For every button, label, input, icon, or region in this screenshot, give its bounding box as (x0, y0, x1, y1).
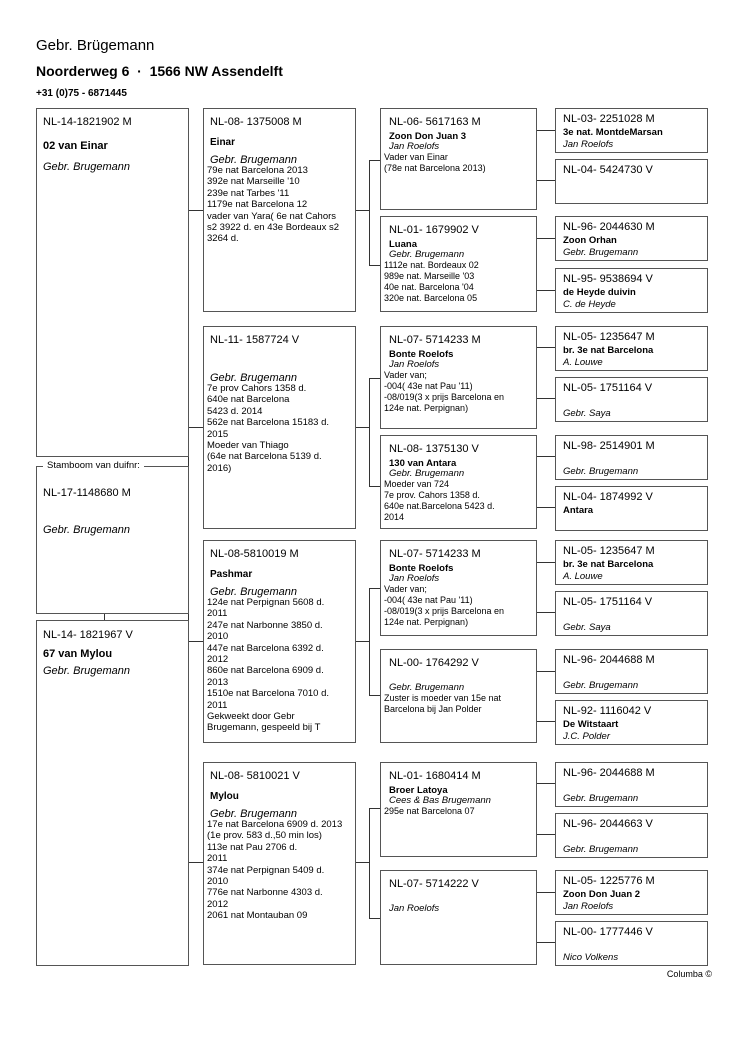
ring-number: NL-01- 1680414 M (389, 770, 481, 782)
breeder-name: Jan Roelofs (389, 141, 440, 152)
breeder-name: C. de Heyde (563, 299, 616, 310)
gen4-card (555, 216, 708, 261)
pigeon-name: Pashmar (210, 569, 253, 580)
ring-number: NL-08-5810019 M (210, 548, 299, 560)
ring-number: NL-05- 1235647 M (563, 331, 655, 343)
great-grandparent-card (380, 540, 537, 636)
results-notes: 295e nat Barcelona 07 (384, 806, 475, 816)
breeder-name: A. Louwe (563, 571, 603, 582)
ring-number: NL-11- 1587724 V (210, 334, 300, 346)
ring-number: NL-05- 1235647 M (563, 545, 655, 557)
breeder-name: A. Louwe (563, 357, 603, 368)
great-grandparent-card (380, 649, 537, 743)
pigeon-name: 3e nat. MontdeMarsan (563, 127, 663, 138)
ring-number: NL-01- 1679902 V (389, 224, 479, 236)
breeder-name: Gebr. Brugemann (210, 586, 298, 598)
breeder-name: Gebr. Brugemann (563, 793, 639, 804)
pigeon-name: de Heyde duivin (563, 287, 636, 298)
father-card (36, 108, 189, 457)
breeder-name: Jan Roelofs (563, 139, 614, 150)
breeder-name: Jan Roelofs (389, 359, 440, 370)
pigeon-name: 67 van Mylou (43, 648, 113, 660)
gen4-card (555, 649, 708, 694)
breeder-name: Nico Volkens (563, 952, 619, 963)
grandparent-card (203, 540, 356, 743)
results-notes: Zuster is moeder van 15e nat Barcelona bij Jan Polder (384, 693, 502, 714)
results-notes: Vader van; -004( 43e nat Pau '11) -08/019(3 x prijs Barcelona en 124e nat. Perpignan) (384, 370, 505, 413)
ring-number: NL-96- 2044630 M (563, 221, 655, 233)
ring-number: NL-05- 1751164 V (563, 382, 653, 394)
pigeon-name: Zoon Don Juan 2 (563, 889, 641, 900)
pigeon-name: Mylou (210, 791, 239, 802)
pigeon-name: 02 van Einar (43, 140, 108, 152)
ring-number: NL-95- 9538694 V (563, 273, 653, 285)
breeder-name: Cees & Bas Brugemann (389, 795, 491, 806)
ring-number: NL-03- 2251028 M (563, 113, 655, 125)
breeder-name: Gebr. Saya (563, 408, 611, 419)
ring-number: NL-00- 1764292 V (389, 657, 479, 669)
gen4-card (555, 540, 708, 585)
ring-number: NL-96- 2044688 M (563, 654, 655, 666)
owner-phone: +31 (0)75 - 6871445 (36, 88, 127, 99)
gen4-card (555, 326, 708, 371)
ring-number: NL-08- 1375008 M (210, 116, 302, 128)
owner-address: Noorderweg 6 · 1566 NW Assendelft (36, 63, 283, 79)
pigeon-name: Zoon Orhan (563, 235, 617, 246)
breeder-name: Gebr. Brugemann (563, 466, 639, 477)
ring-number: NL-04- 5424730 V (563, 164, 653, 176)
grandparent-card (203, 108, 356, 312)
ring-number: NL-14- 1821967 V (43, 629, 133, 641)
owner-name: Gebr. Brügemann (36, 37, 155, 54)
ring-number: NL-14-1821902 M (43, 116, 132, 128)
breeder-name: Jan Roelofs (389, 573, 440, 584)
results-notes: 124e nat Perpignan 5608 d. 2011 247e nat Narbonne 3850 d. 2010 447e nat Barcelona 6392 d. 2012 860e nat Barcelona 6909 d. 2013 1510e nat Barcelona 7010 d. 2011 Gekweekt door Gebr Brugemann, gespeeld bij T (207, 597, 330, 734)
breeder-name: Gebr. Brugemann (389, 468, 465, 479)
pigeon-name: Luana (389, 239, 417, 250)
results-notes: Vader van; -004( 43e nat Pau '11) -08/019(3 x prijs Barcelona en 124e nat. Perpignan) (384, 584, 505, 627)
pigeon-name: Broer Latoya (389, 785, 448, 796)
ring-number: NL-04- 1874992 V (563, 491, 653, 503)
pigeon-name: Antara (563, 505, 594, 516)
grandparent-card (203, 326, 356, 529)
great-grandparent-card (380, 108, 537, 210)
mother-card (36, 620, 189, 966)
results-notes: 7e prov Cahors 1358 d. 640e nat Barcelona 5423 d. 2014 562e nat Barcelona 15183 d. 2015 Moeder van Thiago (64e nat Barcelona 5139 d. 2016) (207, 383, 330, 474)
pigeon-name: br. 3e nat Barcelona (563, 345, 654, 356)
ring-number: NL-96- 2044663 V (563, 818, 653, 830)
ring-number: NL-05- 1225776 M (563, 875, 655, 887)
breeder-name: Gebr. Brugemann (210, 154, 298, 166)
breeder-name: Gebr. Brugemann (563, 680, 639, 691)
pigeon-name: Bonte Roelofs (389, 349, 454, 360)
ring-number: NL-07- 5714222 V (389, 878, 479, 890)
pigeon-name: Einar (210, 137, 236, 148)
ring-number: NL-98- 2514901 M (563, 440, 655, 452)
great-grandparent-card (380, 870, 537, 965)
ring-number: NL-00- 1777446 V (563, 926, 653, 938)
breeder-name: Gebr. Brugemann (389, 682, 465, 693)
results-notes: 79e nat Barcelona 2013 392e nat Marseille '10 239e nat Tarbes '11 1179e nat Barcelona 12 vader van Yara( 6e nat Cahors s2 3922 d. en 43e Bordeaux s2 3264 d. (207, 165, 340, 245)
gen4-card (555, 591, 708, 636)
breeder-name: Gebr. Brugemann (389, 249, 465, 260)
gen4-card (555, 486, 708, 531)
grandparent-card (203, 762, 356, 965)
breeder-name: J.C. Polder (563, 731, 610, 742)
gen4-card (555, 159, 708, 204)
gen4-card (555, 870, 708, 915)
breeder-name: Gebr. Brugemann (43, 161, 131, 173)
ring-number: NL-07- 5714233 M (389, 334, 481, 346)
results-notes: Moeder van 724 7e prov. Cahors 1358 d. 640e nat.Barcelona 5423 d. 2014 (384, 479, 495, 522)
results-notes: 17e nat Barcelona 6909 d. 2013 (1e prov. 583 d.,50 min los) 113e nat Pau 2706 d. 2011 374e nat Perpignan 5409 d. 2010 776e nat Narbonne 4303 d. 2012 2061 nat Montauban 09 (207, 819, 343, 922)
ring-number: NL-05- 1751164 V (563, 596, 653, 608)
breeder-name: Gebr. Saya (563, 622, 611, 633)
pigeon-name: br. 3e nat Barcelona (563, 559, 654, 570)
gen4-card (555, 435, 708, 480)
footer-credit: Columba © (666, 969, 712, 979)
gen4-card (555, 813, 708, 858)
breeder-name: Gebr. Brugemann (563, 844, 639, 855)
breeder-name: Gebr. Brugemann (43, 665, 131, 677)
pigeon-name: Zoon Don Juan 3 (389, 131, 467, 142)
gen4-card (555, 108, 708, 153)
ring-number: NL-92- 1116042 V (563, 705, 652, 717)
gen4-card (555, 700, 708, 745)
great-grandparent-card (380, 326, 537, 429)
pedigree-label: Stamboom van duifnr: (43, 460, 144, 471)
subject-pigeon-card (36, 466, 189, 614)
breeder-name: Gebr. Brugemann (210, 808, 298, 820)
great-grandparent-card (380, 216, 537, 312)
gen4-card (555, 762, 708, 807)
pigeon-name: 130 van Antara (389, 458, 457, 469)
breeder-name: Jan Roelofs (389, 903, 440, 914)
breeder-name: Gebr. Brugemann (43, 524, 131, 536)
pigeon-name: De Witstaart (563, 719, 619, 730)
ring-number: NL-17-1148680 M (43, 487, 131, 499)
gen4-card (555, 377, 708, 422)
pigeon-name: Bonte Roelofs (389, 563, 454, 574)
great-grandparent-card (380, 435, 537, 529)
ring-number: NL-08- 5810021 V (210, 770, 300, 782)
great-grandparent-card (380, 762, 537, 857)
ring-number: NL-08- 1375130 V (389, 443, 479, 455)
results-notes: Vader van Einar (78e nat Barcelona 2013) (384, 152, 486, 173)
gen4-card (555, 268, 708, 313)
ring-number: NL-06- 5617163 M (389, 116, 481, 128)
breeder-name: Jan Roelofs (563, 901, 614, 912)
ring-number: NL-07- 5714233 M (389, 548, 481, 560)
breeder-name: Gebr. Brugemann (563, 247, 639, 258)
ring-number: NL-96- 2044688 M (563, 767, 655, 779)
gen4-card (555, 921, 708, 966)
breeder-name: Gebr. Brugemann (210, 372, 298, 384)
results-notes: 1112e nat. Bordeaux 02 989e nat. Marseille '03 40e nat. Barcelona '04 320e nat. Barcelona 05 (384, 260, 479, 303)
